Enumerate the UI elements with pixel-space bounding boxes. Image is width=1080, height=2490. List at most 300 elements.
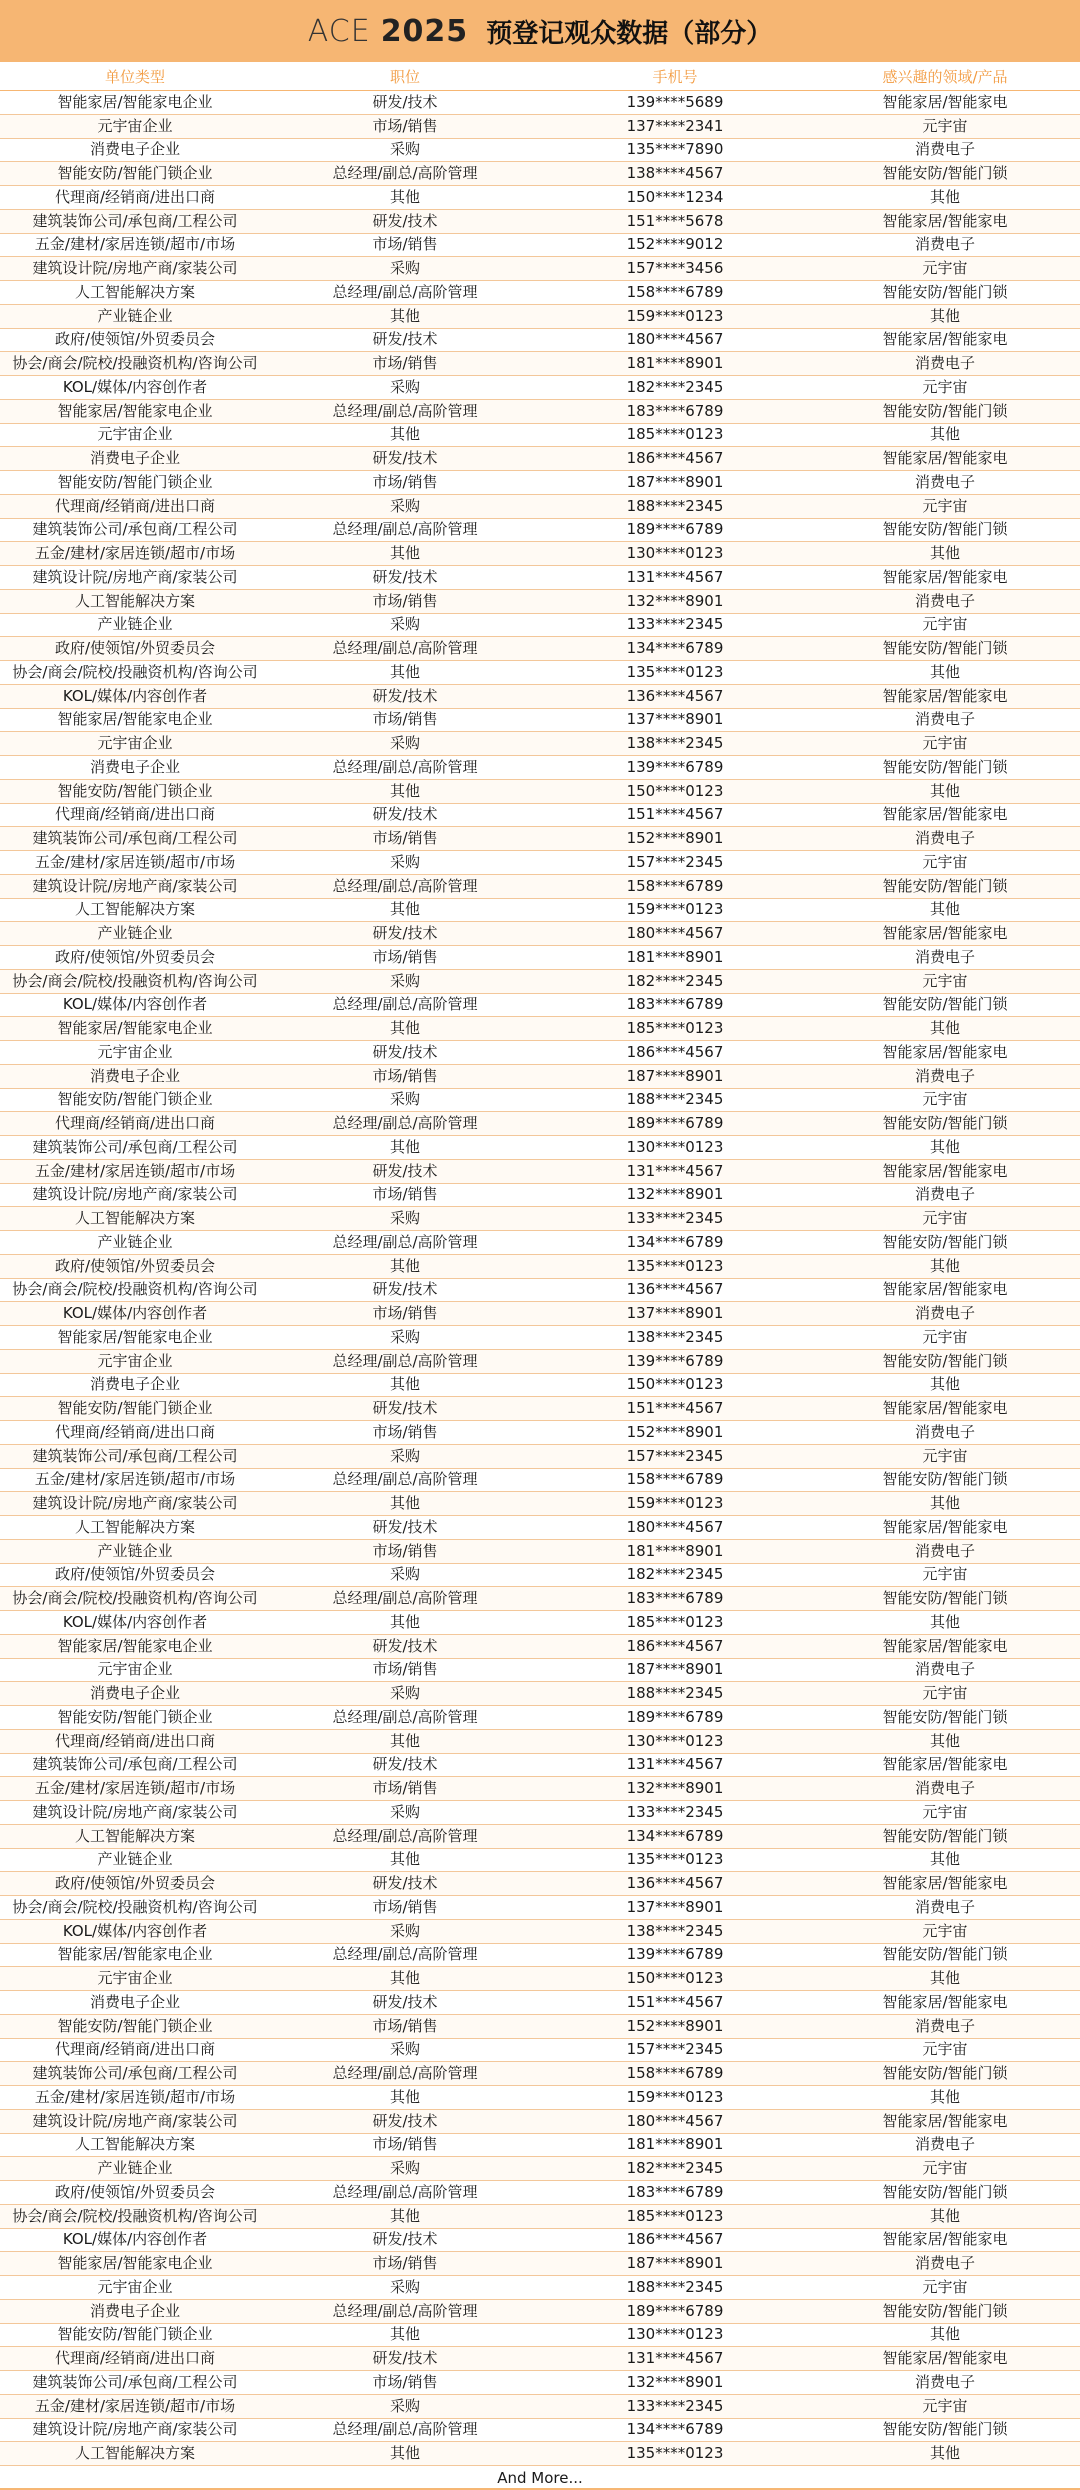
cell-unit-type: 代理商/经销商/进出口商 [54, 805, 216, 824]
table-row [0, 637, 1080, 661]
cell-unit-type: 元宇宙企业 [97, 1660, 173, 1679]
cell-phone: 185****0123 [626, 425, 724, 444]
cell-interest: 智能安防/智能门锁 [882, 2301, 1008, 2320]
cell-position: 市场/销售 [372, 710, 438, 729]
table-row [0, 1302, 1080, 1326]
cell-phone: 180****4567 [626, 924, 724, 943]
table-row [0, 1279, 1080, 1303]
cell-phone: 139****6789 [626, 1945, 724, 1964]
cell-unit-type: 智能家居/智能家电企业 [57, 1327, 213, 1346]
cell-interest: 其他 [929, 544, 960, 563]
cell-interest: 消费电子 [914, 1304, 975, 1323]
cell-unit-type: 代理商/经销商/进出口商 [54, 1422, 216, 1441]
cell-unit-type: 人工智能解决方案 [74, 2444, 195, 2463]
cell-interest: 消费电子 [914, 2135, 975, 2154]
table-row [0, 1516, 1080, 1540]
table-row [0, 257, 1080, 281]
cell-interest: 智能家居/智能家电 [882, 1874, 1008, 1893]
cell-unit-type: 智能安防/智能门锁企业 [57, 1399, 213, 1418]
table-row [0, 1207, 1080, 1231]
cell-phone: 181****8901 [626, 2135, 724, 2154]
cell-interest: 元宇宙 [922, 1327, 968, 1346]
table-row [0, 661, 1080, 685]
cell-interest: 消费电子 [914, 1066, 975, 1085]
table-row [0, 1682, 1080, 1706]
table-row [0, 1730, 1080, 1754]
table-row [0, 234, 1080, 258]
cell-unit-type: 元宇宙企业 [97, 734, 173, 753]
cell-unit-type: 协会/商会/院校/投融资机构/咨询公司 [12, 2206, 258, 2225]
cell-phone: 134****6789 [626, 1232, 724, 1251]
cell-unit-type: KOL/媒体/内容创作者 [62, 377, 208, 396]
table-row [0, 827, 1080, 851]
cell-phone: 182****2345 [626, 377, 724, 396]
table-row [0, 281, 1080, 305]
cell-phone: 139****6789 [626, 757, 724, 776]
cell-interest: 智能安防/智能门锁 [882, 520, 1008, 539]
cell-unit-type: 智能家居/智能家电企业 [57, 710, 213, 729]
table-row [0, 994, 1080, 1018]
cell-position: 总经理/副总/高阶管理 [332, 282, 478, 301]
cell-interest: 智能家居/智能家电 [882, 449, 1008, 468]
table-row [0, 2442, 1080, 2466]
cell-position: 其他 [389, 2325, 420, 2344]
table-row [0, 139, 1080, 163]
cell-phone: 132****8901 [626, 1185, 724, 1204]
cell-interest: 元宇宙 [922, 1921, 968, 1940]
cell-unit-type: 建筑设计院/房地产商/家装公司 [32, 567, 238, 586]
cell-phone: 135****0123 [626, 2444, 724, 2463]
cell-position: 研发/技术 [372, 449, 438, 468]
table-row [0, 1540, 1080, 1564]
cell-phone: 131****4567 [626, 567, 724, 586]
cell-phone: 186****4567 [626, 1636, 724, 1655]
table-row [0, 352, 1080, 376]
cell-interest: 其他 [929, 1494, 960, 1513]
cell-phone: 150****0123 [626, 781, 724, 800]
cell-phone: 134****6789 [626, 2420, 724, 2439]
cell-interest: 元宇宙 [922, 116, 968, 135]
cell-phone: 180****4567 [626, 1517, 724, 1536]
cell-position: 其他 [389, 544, 420, 563]
table-row [0, 495, 1080, 519]
cell-position: 其他 [389, 781, 420, 800]
cell-unit-type: 代理商/经销商/进出口商 [54, 1731, 216, 1750]
cell-unit-type: 消费电子企业 [89, 1992, 180, 2011]
cell-position: 研发/技术 [372, 1517, 438, 1536]
table-row [0, 376, 1080, 400]
cell-unit-type: 人工智能解决方案 [74, 1517, 195, 1536]
table-row [0, 424, 1080, 448]
table-row [0, 1706, 1080, 1730]
table-row [0, 899, 1080, 923]
table-row [0, 1421, 1080, 1445]
cell-interest: 消费电子 [914, 2016, 975, 2035]
cell-unit-type: 建筑设计院/房地产商/家装公司 [32, 259, 238, 278]
cell-phone: 138****2345 [626, 734, 724, 753]
cell-phone: 131****4567 [626, 1161, 724, 1180]
cell-unit-type: 智能安防/智能门锁企业 [57, 1090, 213, 1109]
cell-phone: 189****6789 [626, 1707, 724, 1726]
cell-position: 研发/技术 [372, 1161, 438, 1180]
cell-position: 研发/技术 [372, 92, 438, 111]
cell-phone: 138****2345 [626, 1327, 724, 1346]
cell-position: 市场/销售 [372, 2135, 438, 2154]
cell-interest: 消费电子 [914, 710, 975, 729]
cell-unit-type: 产业链企业 [97, 924, 173, 943]
cell-interest: 消费电子 [914, 829, 975, 848]
cell-position: 市场/销售 [372, 591, 438, 610]
table-row [0, 2110, 1080, 2134]
table-row [0, 2205, 1080, 2229]
table-row [0, 1089, 1080, 1113]
cell-unit-type: 消费电子企业 [89, 449, 180, 468]
table-header [0, 62, 1080, 91]
cell-unit-type: 产业链企业 [97, 2159, 173, 2178]
cell-phone: 187****8901 [626, 2254, 724, 2273]
table-row [0, 1017, 1080, 1041]
cell-unit-type: KOL/媒体/内容创作者 [62, 686, 208, 705]
cell-unit-type: 建筑设计院/房地产商/家装公司 [32, 2111, 238, 2130]
table-row [0, 1564, 1080, 1588]
cell-unit-type: 产业链企业 [97, 1232, 173, 1251]
cell-position: 采购 [389, 2396, 420, 2415]
cell-phone: 188****2345 [626, 1090, 724, 1109]
cell-interest: 智能安防/智能门锁 [882, 401, 1008, 420]
cell-interest: 智能家居/智能家电 [882, 211, 1008, 230]
cell-unit-type: KOL/媒体/内容创作者 [62, 995, 208, 1014]
cell-phone: 182****2345 [626, 1565, 724, 1584]
cell-position: 市场/销售 [372, 472, 438, 491]
table-row [0, 2229, 1080, 2253]
cell-interest: 智能家居/智能家电 [882, 92, 1008, 111]
cell-phone: 150****0123 [626, 1969, 724, 1988]
cell-unit-type: 协会/商会/院校/投融资机构/咨询公司 [12, 1897, 258, 1916]
cell-phone: 158****6789 [626, 2064, 724, 2083]
cell-interest: 智能家居/智能家电 [882, 805, 1008, 824]
cell-position: 采购 [389, 496, 420, 515]
cell-position: 市场/销售 [372, 1066, 438, 1085]
cell-phone: 185****0123 [626, 2206, 724, 2225]
cell-unit-type: 建筑装饰公司/承包商/工程公司 [32, 2372, 238, 2391]
cell-phone: 137****8901 [626, 710, 724, 729]
table-row [0, 970, 1080, 994]
cell-interest: 智能家居/智能家电 [882, 1161, 1008, 1180]
table-row [0, 1184, 1080, 1208]
cell-interest: 智能安防/智能门锁 [882, 2420, 1008, 2439]
table-row [0, 685, 1080, 709]
cell-position: 采购 [389, 1684, 420, 1703]
cell-unit-type: 协会/商会/院校/投融资机构/咨询公司 [12, 971, 258, 990]
cell-position: 研发/技术 [372, 2230, 438, 2249]
cell-position: 其他 [389, 1137, 420, 1156]
table-row [0, 709, 1080, 733]
cell-phone: 135****0123 [626, 662, 724, 681]
cell-unit-type: 建筑装饰公司/承包商/工程公司 [32, 211, 238, 230]
cell-position: 研发/技术 [372, 330, 438, 349]
table-row [0, 851, 1080, 875]
cell-interest: 其他 [929, 2087, 960, 2106]
table-row [0, 400, 1080, 424]
cell-unit-type: 智能安防/智能门锁企业 [57, 781, 213, 800]
cell-position: 其他 [389, 306, 420, 325]
cell-interest: 智能安防/智能门锁 [882, 995, 1008, 1014]
cell-interest: 智能家居/智能家电 [882, 2111, 1008, 2130]
table-row [0, 2300, 1080, 2324]
cell-phone: 189****6789 [626, 2301, 724, 2320]
cell-interest: 其他 [929, 187, 960, 206]
cell-unit-type: 人工智能解决方案 [74, 1826, 195, 1845]
cell-interest: 其他 [929, 1731, 960, 1750]
cell-position: 总经理/副总/高阶管理 [332, 2301, 478, 2320]
cell-unit-type: 五金/建材/家居连锁/超市/市场 [34, 1470, 236, 1489]
table-row [0, 1136, 1080, 1160]
cell-position: 总经理/副总/高阶管理 [332, 995, 478, 1014]
cell-phone: 188****2345 [626, 1684, 724, 1703]
cell-interest: 智能家居/智能家电 [882, 1399, 1008, 1418]
cell-unit-type: 五金/建材/家居连锁/超市/市场 [34, 1161, 236, 1180]
cell-interest: 其他 [929, 2206, 960, 2225]
cell-position: 总经理/副总/高阶管理 [332, 876, 478, 895]
cell-interest: 其他 [929, 425, 960, 444]
cell-position: 研发/技术 [372, 1874, 438, 1893]
cell-phone: 133****2345 [626, 1802, 724, 1821]
cell-position: 市场/销售 [372, 1185, 438, 1204]
cell-position: 其他 [389, 2087, 420, 2106]
and-more-text: And More... [497, 2469, 583, 2487]
cell-phone: 152****8901 [626, 1422, 724, 1441]
cell-position: 市场/销售 [372, 354, 438, 373]
cell-interest: 元宇宙 [922, 971, 968, 990]
cell-phone: 134****6789 [626, 1826, 724, 1845]
cell-interest: 其他 [929, 1375, 960, 1394]
cell-unit-type: 智能家居/智能家电企业 [57, 2254, 213, 2273]
table-row [0, 1754, 1080, 1778]
table-row [0, 1160, 1080, 1184]
table-row [0, 875, 1080, 899]
cell-unit-type: KOL/媒体/内容创作者 [62, 1304, 208, 1323]
cell-unit-type: 建筑装饰公司/承包商/工程公司 [32, 1755, 238, 1774]
table-row [0, 2062, 1080, 2086]
cell-interest: 其他 [929, 1256, 960, 1275]
cell-unit-type: 政府/使领馆/外贸委员会 [54, 330, 216, 349]
cell-unit-type: 建筑设计院/房地产商/家装公司 [32, 876, 238, 895]
logo-brand: ACE [307, 13, 371, 49]
cell-interest: 消费电子 [914, 1660, 975, 1679]
title-bar [0, 0, 1080, 62]
cell-unit-type: 元宇宙企业 [97, 1969, 173, 1988]
cell-unit-type: 政府/使领馆/外贸委员会 [54, 1874, 216, 1893]
cell-unit-type: 建筑设计院/房地产商/家装公司 [32, 1802, 238, 1821]
cell-position: 采购 [389, 1802, 420, 1821]
cell-unit-type: 消费电子企业 [89, 2301, 180, 2320]
cell-interest: 智能家居/智能家电 [882, 1280, 1008, 1299]
cell-phone: 181****8901 [626, 947, 724, 966]
cell-interest: 消费电子 [914, 947, 975, 966]
cell-unit-type: 产业链企业 [97, 1850, 173, 1869]
cell-phone: 151****4567 [626, 805, 724, 824]
cell-interest: 智能安防/智能门锁 [882, 2064, 1008, 2083]
cell-unit-type: 政府/使领馆/外贸委员会 [54, 947, 216, 966]
cell-interest: 其他 [929, 1850, 960, 1869]
cell-interest: 其他 [929, 1612, 960, 1631]
page-title: 预登记观众数据（部分） [486, 18, 773, 49]
cell-unit-type: 建筑装饰公司/承包商/工程公司 [32, 1446, 238, 1465]
column-header-phone: 手机号 [652, 67, 698, 86]
cell-phone: 183****6789 [626, 2182, 724, 2201]
table-row [0, 1445, 1080, 1469]
cell-position: 其他 [389, 1494, 420, 1513]
cell-position: 采购 [389, 971, 420, 990]
cell-interest: 其他 [929, 662, 960, 681]
cell-phone: 130****0123 [626, 544, 724, 563]
cell-position: 总经理/副总/高阶管理 [332, 2182, 478, 2201]
cell-interest: 元宇宙 [922, 734, 968, 753]
cell-position: 采购 [389, 1565, 420, 1584]
table-row [0, 780, 1080, 804]
table-row [0, 1635, 1080, 1659]
cell-position: 研发/技术 [372, 1992, 438, 2011]
cell-unit-type: 政府/使领馆/外贸委员会 [54, 1565, 216, 1584]
ace-logo [308, 14, 468, 49]
cell-interest: 智能安防/智能门锁 [882, 757, 1008, 776]
cell-phone: 158****6789 [626, 1470, 724, 1489]
cell-interest: 智能安防/智能门锁 [882, 1707, 1008, 1726]
cell-phone: 139****5689 [626, 92, 724, 111]
cell-unit-type: 政府/使领馆/外贸委员会 [54, 639, 216, 658]
cell-unit-type: 人工智能解决方案 [74, 2135, 195, 2154]
cell-position: 采购 [389, 1090, 420, 1109]
cell-unit-type: 智能家居/智能家电企业 [57, 1636, 213, 1655]
table-row [0, 1896, 1080, 1920]
table-row [0, 1611, 1080, 1635]
cell-phone: 180****4567 [626, 330, 724, 349]
cell-position: 其他 [389, 2444, 420, 2463]
cell-unit-type: 代理商/经销商/进出口商 [54, 1114, 216, 1133]
table-row [0, 1967, 1080, 1991]
table-row [0, 2419, 1080, 2443]
cell-unit-type: 协会/商会/院校/投融资机构/咨询公司 [12, 1589, 258, 1608]
table-row [0, 2039, 1080, 2063]
cell-unit-type: 五金/建材/家居连锁/超市/市场 [34, 235, 236, 254]
cell-position: 市场/销售 [372, 947, 438, 966]
cell-phone: 136****4567 [626, 1280, 724, 1299]
cell-interest: 消费电子 [914, 354, 975, 373]
cell-unit-type: 消费电子企业 [89, 757, 180, 776]
cell-phone: 132****8901 [626, 2372, 724, 2391]
cell-unit-type: 人工智能解决方案 [74, 1209, 195, 1228]
cell-unit-type: 建筑装饰公司/承包商/工程公司 [32, 1137, 238, 1156]
cell-phone: 133****2345 [626, 615, 724, 634]
cell-interest: 元宇宙 [922, 2277, 968, 2296]
cell-unit-type: 人工智能解决方案 [74, 900, 195, 919]
cell-phone: 187****8901 [626, 472, 724, 491]
cell-interest: 元宇宙 [922, 1684, 968, 1703]
cell-position: 研发/技术 [372, 805, 438, 824]
table-row [0, 1397, 1080, 1421]
cell-interest: 智能安防/智能门锁 [882, 1351, 1008, 1370]
cell-phone: 157****3456 [626, 259, 724, 278]
cell-interest: 其他 [929, 1969, 960, 1988]
cell-interest: 元宇宙 [922, 2159, 968, 2178]
table-row [0, 1991, 1080, 2015]
cell-phone: 135****0123 [626, 1850, 724, 1869]
cell-position: 采购 [389, 1446, 420, 1465]
cell-phone: 138****2345 [626, 1921, 724, 1940]
table-row [0, 2347, 1080, 2371]
cell-phone: 159****0123 [626, 1494, 724, 1513]
table-row [0, 1801, 1080, 1825]
cell-interest: 消费电子 [914, 1422, 975, 1441]
cell-phone: 187****8901 [626, 1066, 724, 1085]
table-row [0, 1777, 1080, 1801]
cell-position: 采购 [389, 615, 420, 634]
cell-interest: 智能家居/智能家电 [882, 2230, 1008, 2249]
cell-phone: 185****0123 [626, 1019, 724, 1038]
cell-interest: 智能安防/智能门锁 [882, 1114, 1008, 1133]
table-row [0, 1374, 1080, 1398]
cell-position: 研发/技术 [372, 2111, 438, 2130]
cell-position: 采购 [389, 2159, 420, 2178]
cell-interest: 智能安防/智能门锁 [882, 1826, 1008, 1845]
table-row [0, 732, 1080, 756]
table-row [0, 2157, 1080, 2181]
cell-unit-type: 建筑设计院/房地产商/家装公司 [32, 1185, 238, 1204]
cell-phone: 135****7890 [626, 140, 724, 159]
cell-interest: 元宇宙 [922, 1802, 968, 1821]
table-row [0, 590, 1080, 614]
cell-position: 总经理/副总/高阶管理 [332, 1945, 478, 1964]
cell-unit-type: 五金/建材/家居连锁/超市/市场 [34, 2087, 236, 2106]
cell-interest: 消费电子 [914, 235, 975, 254]
cell-position: 市场/销售 [372, 1779, 438, 1798]
cell-interest: 智能家居/智能家电 [882, 686, 1008, 705]
cell-phone: 151****5678 [626, 211, 724, 230]
cell-unit-type: 智能安防/智能门锁企业 [57, 472, 213, 491]
table-row [0, 566, 1080, 590]
table-row [0, 542, 1080, 566]
cell-phone: 159****0123 [626, 306, 724, 325]
cell-position: 市场/销售 [372, 2016, 438, 2035]
cell-interest: 智能安防/智能门锁 [882, 1589, 1008, 1608]
cell-unit-type: 政府/使领馆/外贸委员会 [54, 1256, 216, 1275]
cell-interest: 智能家居/智能家电 [882, 2349, 1008, 2368]
cell-phone: 130****0123 [626, 1137, 724, 1156]
cell-position: 采购 [389, 2040, 420, 2059]
cell-interest: 其他 [929, 2325, 960, 2344]
cell-position: 其他 [389, 1850, 420, 1869]
cell-phone: 157****2345 [626, 1446, 724, 1465]
cell-unit-type: 五金/建材/家居连锁/超市/市场 [34, 2396, 236, 2415]
cell-unit-type: 人工智能解决方案 [74, 282, 195, 301]
cell-phone: 159****0123 [626, 900, 724, 919]
cell-phone: 133****2345 [626, 1209, 724, 1228]
cell-position: 总经理/副总/高阶管理 [332, 1589, 478, 1608]
cell-phone: 131****4567 [626, 2349, 724, 2368]
cell-phone: 189****6789 [626, 1114, 724, 1133]
cell-position: 其他 [389, 1969, 420, 1988]
cell-position: 研发/技术 [372, 1399, 438, 1418]
table-row [0, 804, 1080, 828]
table-row [0, 946, 1080, 970]
cell-interest: 元宇宙 [922, 259, 968, 278]
cell-position: 其他 [389, 1375, 420, 1394]
cell-phone: 188****2345 [626, 496, 724, 515]
cell-unit-type: 建筑设计院/房地产商/家装公司 [32, 2420, 238, 2439]
cell-interest: 其他 [929, 781, 960, 800]
cell-interest: 智能家居/智能家电 [882, 1042, 1008, 1061]
cell-interest: 消费电子 [914, 1541, 975, 1560]
